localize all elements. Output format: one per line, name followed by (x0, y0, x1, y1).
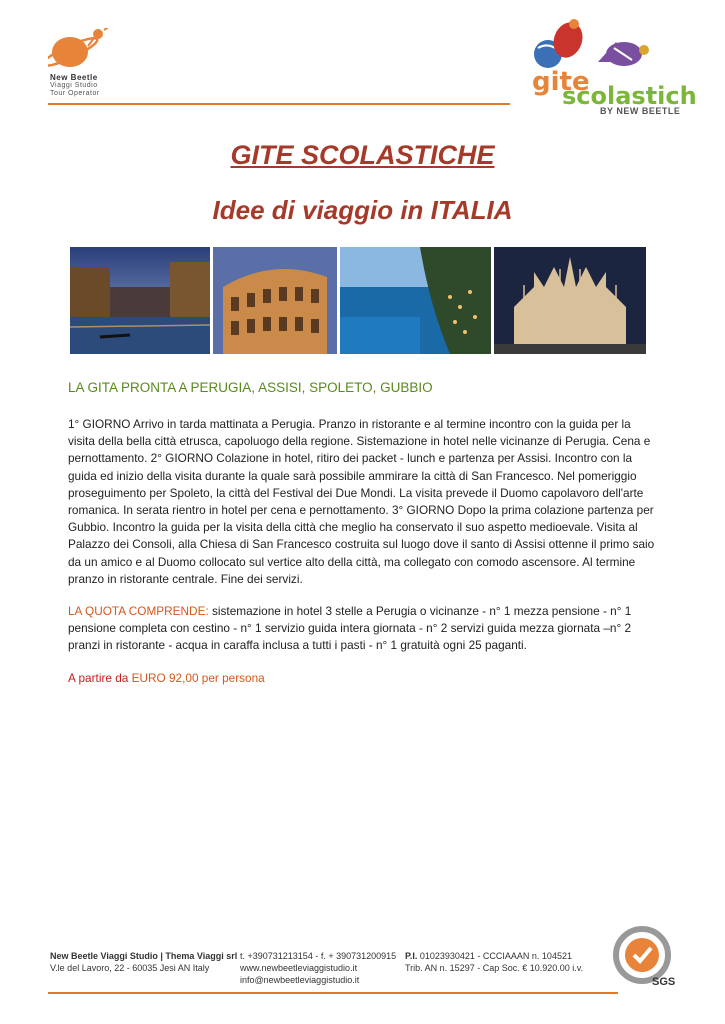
quota-text: sistemazione in hotel 3 stelle a Perugia o vicinanze - n° 1 mezza pensione - n° 1 pensione completa con cestino - n° 1 servizio guida intera giornata - n° 2 servizi guida mezza giornata –n° 2 pranzi in ristorante - acqua in caraffa inclusa a tutti i pasti - n° 1 gratuità ogni 25 paganti. (68, 604, 632, 653)
milan-cathedral-photo (494, 247, 646, 354)
venice-canal-photo (70, 247, 210, 354)
quota-paragraph (68, 603, 658, 655)
header-divider (48, 103, 510, 105)
footer-web: www.newbeetleviaggistudio.it (240, 963, 358, 973)
sgs-certification-badge (610, 925, 680, 990)
page-title: GITE SCOLASTICHE (230, 140, 495, 170)
price-value: EURO 92,00 per persona (128, 671, 265, 685)
footer-phone: t. +390731213154 - f. + 390731200915 (240, 951, 397, 961)
footer-legal (405, 950, 583, 974)
photo-strip (70, 247, 646, 354)
itinerary-text: 1° GIORNO Arrivo in tarda mattinata a Perugia. Pranzo in ristorante e al termine incontro con la guida per la visita della bella città etrusca, capoluogo della regione. Sistemazione in hotel nelle vicinanze di Perugia. Cena e pernottamento. 2° GIORNO Colazione in hotel, ritiro dei packet - lunch e partenza per Assisi. Incontro con la guida ed inizio della visita durante la quale sarà possibile ammirare la città di San Francesco. Nel pomeriggio proseguimento per Spoleto, la città del Festival dei Due Mondi. La visita prevede il Duomo capolavoro dell'arte romanica. In serata rientro in hotel per cena e pernottamento. 3° GIORNO Dopo la prima colazione partenza per Gubbio. Incontro la guida per la visita della città che meglio ha conservato il suo aspetto medioevale. Visita al Palazzo dei Consoli, alla Chiesa di San Francesco costruita sul luogo dove il santo di Assisi ottenne il primo saio da un amico e al Duomo collocato sul vertice alto della città, ma collegato con comodo ascensore. Al termine pranzo in ristorante centrale. Fine dei servizi. (68, 417, 655, 586)
sgs-label: SGS (652, 976, 676, 988)
logo-line-2: Viaggi Studio (50, 82, 98, 89)
footer-divider (48, 992, 618, 994)
footer-trib: Trib. AN n. 15297 - Cap Soc. € 10.920.00 i.v. (405, 963, 584, 973)
price-label: A partire da (68, 671, 129, 685)
footer-piva: 01023930421 - CCCIAAAN n. 104521 (417, 951, 572, 961)
section-heading: LA GITA PRONTA A PERUGIA, ASSISI, SPOLETO, GUBBIO (68, 380, 433, 395)
page-subtitle: Idee di viaggio in ITALIA (212, 195, 513, 225)
footer-piva-label: P.I. (405, 951, 418, 961)
logo-line-1: New Beetle (50, 73, 98, 82)
price-line (68, 671, 265, 685)
quota-label: LA QUOTA COMPRENDE: (68, 604, 209, 618)
colosseum-photo (213, 247, 336, 354)
logo-word-gite: gite (532, 67, 590, 97)
new-beetle-logo-text (50, 74, 100, 98)
logo-word-scolastiche: scolastich (562, 82, 695, 108)
footer-contacts (240, 950, 396, 986)
amalfi-coast-photo (340, 247, 491, 354)
logo-subtitle: BY NEW BEETLE (600, 106, 681, 116)
footer-company (50, 950, 237, 974)
footer-address: V.le del Lavoro, 22 - 60035 Jesi AN Italy (50, 963, 210, 973)
footer-company-name: New Beetle Viaggi Studio | Thema Viaggi srl (50, 951, 238, 961)
footer-email: info@newbeetleviaggistudio.it (240, 975, 360, 985)
logo-line-3: Tour Operator (50, 90, 100, 97)
